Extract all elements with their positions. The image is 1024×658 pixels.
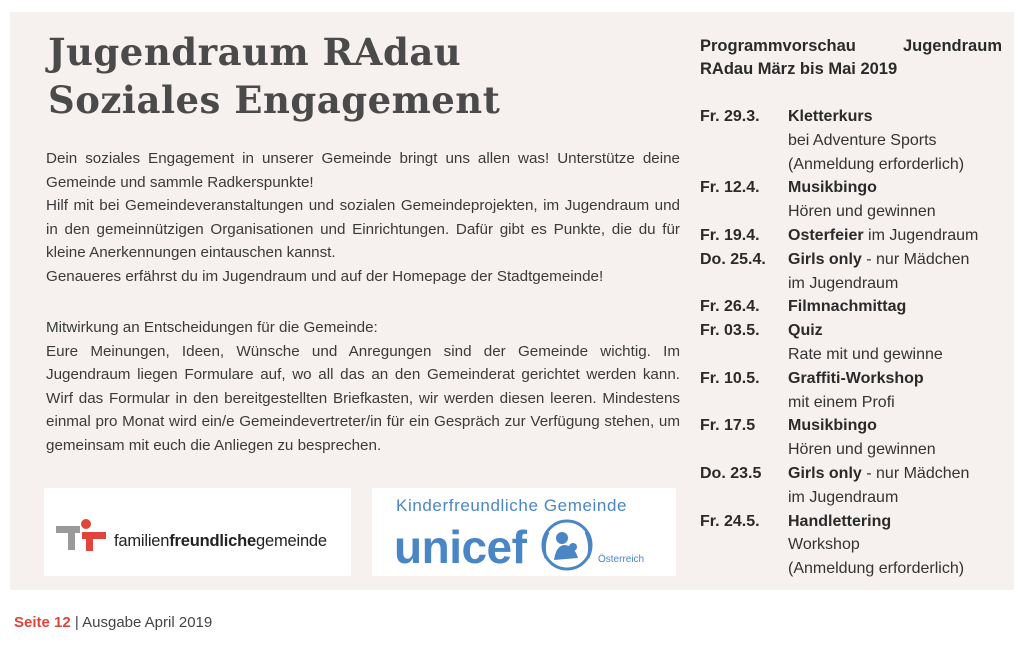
entry-event: Girls only — [788, 250, 862, 268]
entry-detail: Hören und gewinnen — [788, 441, 936, 459]
programm-entry — [700, 224, 1005, 248]
entry-detail: bei Adventure Sports — [788, 131, 937, 149]
entry-description — [788, 176, 1005, 224]
entry-date: Do. 25.4. — [700, 250, 766, 268]
entry-suffix: - nur Mädchen — [861, 250, 970, 268]
title-line-1: Jugendraum RAdau — [48, 30, 462, 74]
page-number: Seite 12 — [14, 614, 71, 631]
entry-description — [788, 510, 1005, 581]
entry-event: Musikbingo — [788, 179, 877, 197]
paragraph: Genaueres erfährst du im Jugendraum und auf der Homepage der Stadtgemeinde! — [46, 267, 604, 285]
footer-separator: | — [70, 614, 83, 631]
programm-header-word2: Jugendraum — [902, 37, 1002, 55]
entry-description — [788, 462, 1005, 510]
entry-date: Fr. 17.5 — [700, 417, 756, 435]
entry-description — [788, 248, 1005, 296]
programm-entry — [700, 295, 1005, 319]
entry-date: Fr. 29.3. — [700, 108, 760, 125]
programm-entry — [700, 414, 1005, 462]
programm-list — [700, 105, 1005, 581]
entry-detail: mit einem Profi — [788, 393, 895, 411]
entry-suffix: - nur Mädchen — [861, 464, 970, 482]
entry-detail: Hören und gewinnen — [788, 203, 936, 221]
unicef-emblem-icon — [540, 518, 594, 572]
unicef-logo — [372, 488, 676, 576]
programm-header-word1: Programmvorschau — [700, 37, 856, 55]
article-title — [48, 28, 500, 124]
familie-mark-icon — [56, 518, 108, 552]
programm-entry — [700, 248, 1005, 296]
programm-header-line2: RAdau März bis Mai 2019 — [700, 60, 898, 78]
programm-entry — [700, 367, 1005, 415]
entry-date: Fr. 12.4. — [700, 179, 760, 197]
familienfreundliche-gemeinde-logo — [44, 488, 351, 576]
entry-description — [788, 295, 1005, 319]
entry-detail: Rate mit und gewinne — [788, 345, 943, 363]
entry-detail: (Anmeldung erforderlich) — [788, 560, 965, 578]
entry-event: Filmnachmittag — [788, 298, 907, 316]
entry-description — [788, 105, 1005, 176]
entry-date: Do. 23.5 — [700, 464, 762, 482]
entry-date: Fr. 26.4. — [700, 298, 760, 316]
entry-description — [788, 224, 1005, 248]
programm-entry — [700, 462, 1005, 510]
issue-label: Ausgabe April 2019 — [82, 614, 213, 631]
entry-date: Fr. 03.5. — [700, 322, 760, 340]
paragraph: Dein soziales Engagement in unserer Gemeinde bringt uns allen was! Unterstütze deine Gemeinde und sammle Radkerspunkte! — [46, 150, 680, 191]
unicef-tagline: Kinderfreundliche Gemeinde — [396, 496, 628, 515]
entry-date: Fr. 10.5. — [700, 369, 760, 387]
entry-date: Fr. 19.4. — [700, 226, 760, 244]
entry-event: Kletterkurs — [788, 108, 873, 125]
mitwirkung-text: Eure Meinungen, Ideen, Wünsche und Anregungen sind der Gemeinde wichtig. Im Jugendraum liegen Formulare auf, wo all das an den Gemeinderat gerichtet werden kann. Wirf das Formular in den bereitgestellten Briefkasten, wir werden diesen leeren. Mindestens einmal pro Monat wird ein/e Gemeindevertreter/in für ein Gespräch zur Verfügung stehen, um gemeinsam mit euch die Anliegen zu besprechen. — [46, 342, 680, 454]
programm-header — [700, 35, 1002, 81]
entry-detail: Workshop — [788, 536, 860, 554]
entry-detail: im Jugendraum — [788, 488, 899, 506]
entry-description — [788, 319, 1005, 367]
entry-event: Handlettering — [788, 512, 892, 530]
mitwirkung-section — [46, 316, 680, 458]
entry-detail: (Anmeldung erforderlich) — [788, 155, 965, 173]
familie-wordmark: familienfreundlichegemeinde — [114, 532, 327, 550]
page-footer — [14, 614, 212, 631]
unicef-wordmark: unicef — [394, 521, 527, 573]
entry-event: Quiz — [788, 322, 823, 340]
entry-event: Girls only — [788, 464, 862, 482]
title-line-2: Soziales Engagement — [48, 78, 501, 122]
entry-date: Fr. 24.5. — [700, 512, 760, 530]
programm-entry — [700, 319, 1005, 367]
unicef-country: Österreich — [598, 554, 645, 565]
entry-event: Osterfeier — [788, 226, 864, 244]
entry-event: Graffiti-Workshop — [788, 369, 924, 387]
mitwirkung-heading: Mitwirkung an Entscheidungen für die Gemeinde: — [46, 319, 378, 336]
entry-description — [788, 414, 1005, 462]
intro-text — [46, 147, 680, 289]
programm-entry — [700, 510, 1005, 581]
programm-entry — [700, 176, 1005, 224]
entry-detail: im Jugendraum — [788, 274, 899, 292]
entry-suffix: im Jugendraum — [863, 226, 979, 244]
entry-event: Musikbingo — [788, 417, 877, 435]
programm-entry — [700, 105, 1005, 176]
entry-description — [788, 367, 1005, 415]
paragraph: Hilf mit bei Gemeindeveranstaltungen und sozialen Gemeindeprojekten, im Jugendraum und in den gemeinnützigen Organisationen und Einrichtungen. Dafür gibt es Punkte, die du für kleine Anerkennungen eintauschen kannst. — [46, 197, 680, 262]
